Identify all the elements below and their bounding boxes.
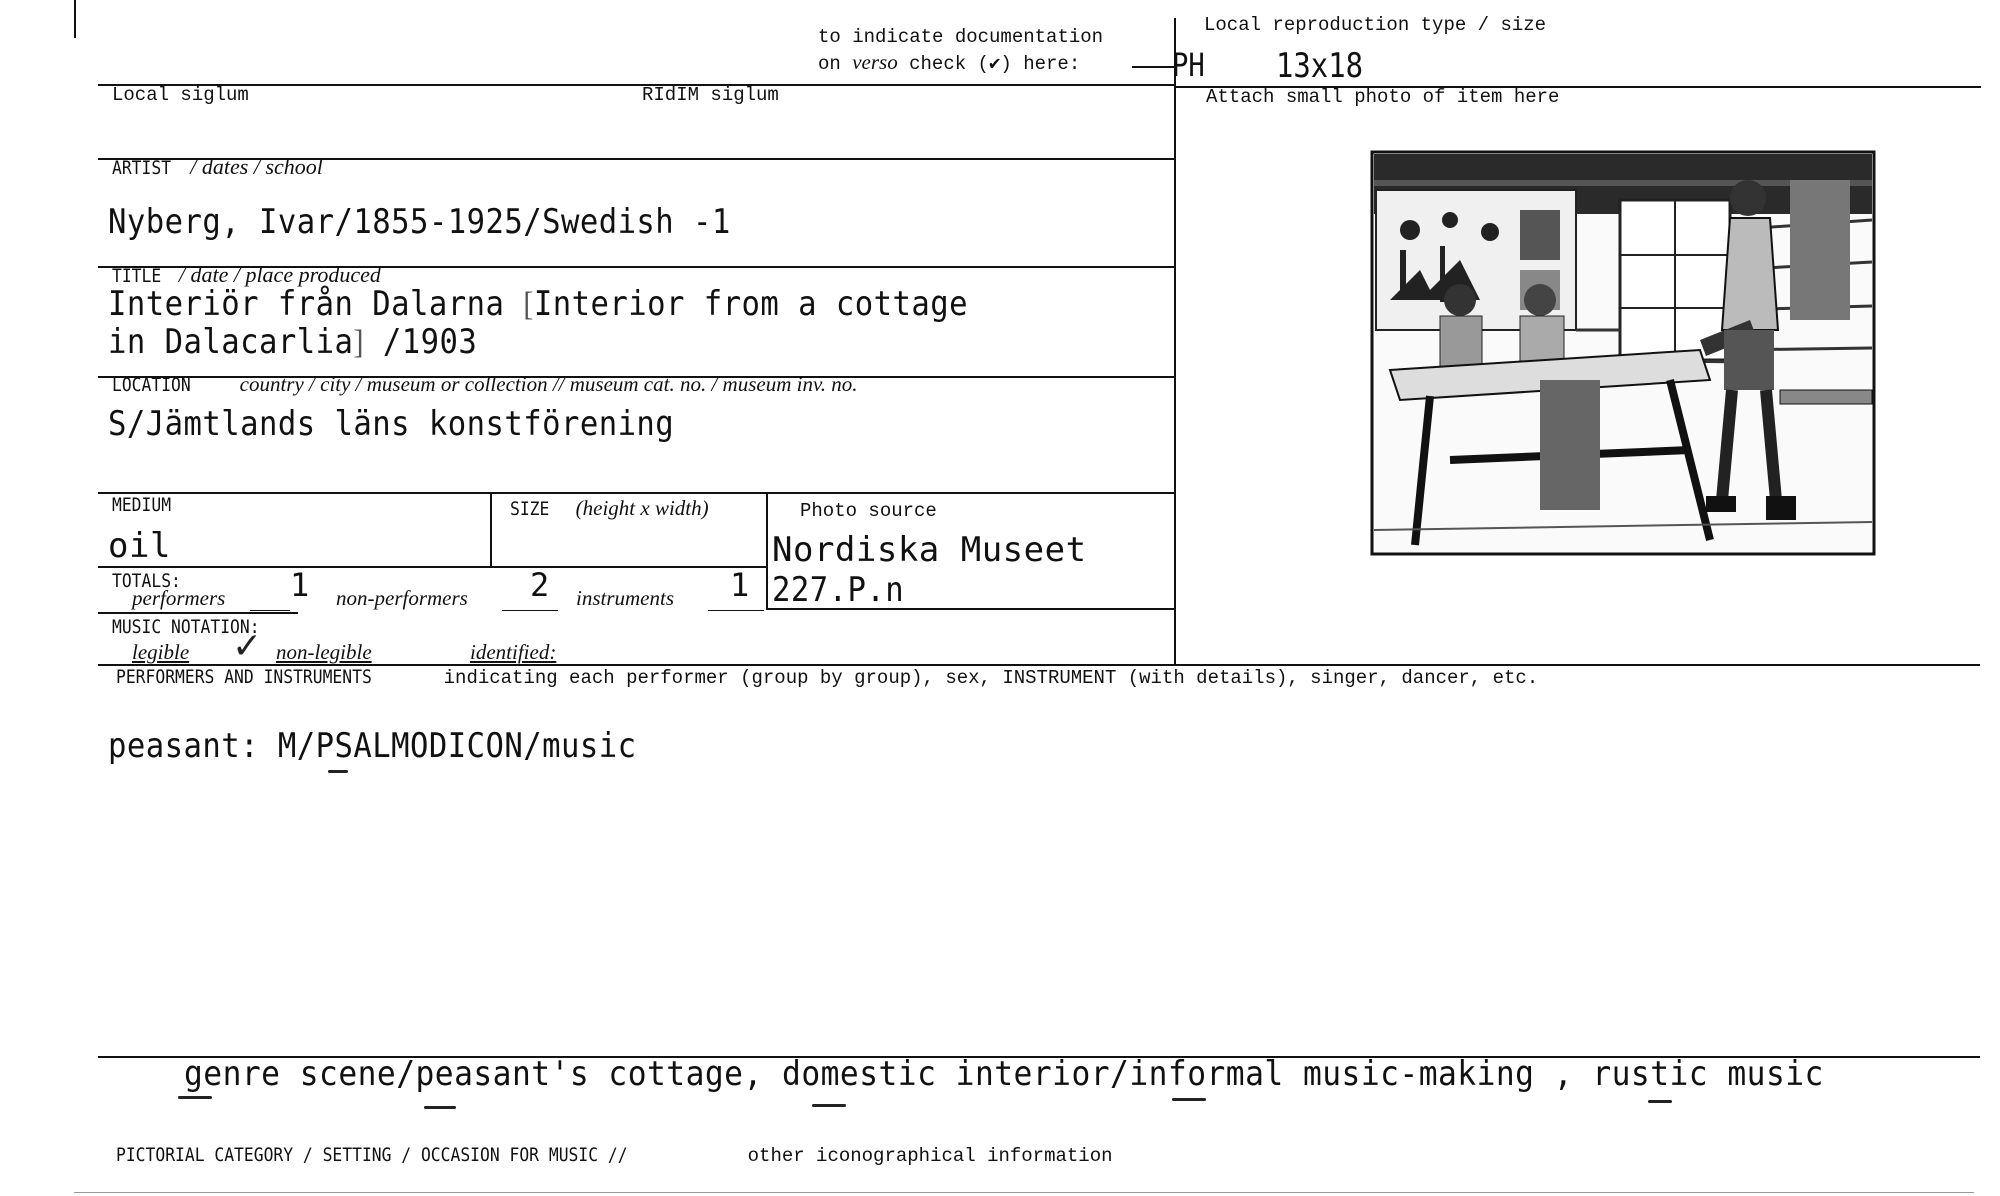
artist-label	[112, 154, 323, 180]
location-label-main: LOCATION	[112, 374, 191, 396]
repro-size: 13x18	[1276, 46, 1364, 86]
attached-photo	[1370, 150, 1878, 558]
repro-type: PH	[1172, 46, 1205, 84]
size-label-main: SIZE	[510, 498, 550, 520]
artist-label-rest: / dates / school	[190, 154, 323, 179]
rule-under-header	[98, 84, 1174, 86]
photo-source-line1: Nordiska Museet	[772, 530, 1087, 570]
cottage-interior-image	[1370, 150, 1878, 558]
title-line2	[108, 322, 477, 362]
medium-label: MEDIUM	[112, 494, 172, 516]
non-performers-value: 2	[530, 566, 550, 604]
notation-identified: identified:	[470, 640, 557, 664]
category-underline-cottage	[424, 1106, 456, 1109]
rule-under-totals	[98, 612, 298, 614]
location-value: S/Jämtlands läns konstförening	[108, 404, 675, 444]
performers-instruments-value: peasant: M/PSALMODICON/music	[108, 726, 637, 766]
instruments-label: instruments	[576, 586, 675, 610]
verso-check-mark: ✔	[988, 53, 1001, 75]
title-line1	[108, 284, 968, 324]
local-siglum-label: Local siglum	[112, 84, 249, 106]
size-label-rest: (height x width)	[575, 496, 709, 520]
performers-label: performers	[132, 586, 226, 610]
title-date: /1903	[382, 322, 478, 362]
left-column-divider	[1174, 18, 1176, 666]
title-bracket-close: ]	[353, 324, 364, 361]
photo-source-label: Photo source	[800, 500, 937, 522]
psalmodicon-underline	[328, 770, 348, 773]
performers-blank	[250, 610, 290, 611]
title-label-main: TITLE	[112, 265, 162, 287]
ridim-siglum-label: RIdIM siglum	[642, 84, 779, 106]
title-label-rest: / date / place produced	[178, 262, 381, 287]
performers-instruments-label	[116, 666, 1538, 689]
performers-value: 1	[290, 566, 310, 604]
title-translation-cont: in Dalacarlia	[108, 322, 354, 362]
bottom-border	[74, 1192, 1974, 1193]
artist-label-main: ARTIST	[112, 157, 172, 179]
category-underline-rustic	[1648, 1100, 1672, 1103]
repro-label: Local reproduction type / size	[1204, 14, 1547, 36]
photo-attach-label: Attach small photo of item here	[1206, 86, 1560, 108]
size-label	[510, 496, 709, 521]
medium-value: oil	[108, 526, 171, 566]
title-bracket-open: [	[523, 286, 534, 323]
photo-source-line2: 227.P.n	[772, 570, 905, 610]
rule-under-medium	[98, 566, 766, 568]
verso-post: check (	[909, 53, 989, 75]
verso-word: verso	[852, 50, 898, 74]
category-label-main: PICTORIAL CATEGORY / SETTING / OCCASION FOR MUSIC //	[116, 1144, 628, 1166]
verso-pre: on	[818, 53, 841, 75]
non-performers-blank	[502, 610, 558, 611]
location-label-rest: country / city / museum or collection // museum cat. no. / museum inv. no.	[239, 372, 858, 396]
medium-size-divider	[490, 492, 492, 566]
location-label	[112, 372, 857, 397]
notation-legible: legible	[132, 640, 190, 664]
title-translation: Interior from a cottage	[533, 284, 968, 324]
notation-non-legible: non-legible	[276, 640, 372, 664]
size-photosource-divider	[766, 492, 768, 610]
verso-instruction-line2	[818, 50, 1080, 75]
non-performers-label: non-performers	[336, 586, 468, 610]
category-label-rest: other iconographical information	[747, 1145, 1113, 1167]
performers-instruments-label-rest: indicating each performer (group by group), sex, INSTRUMENT (with details), singer, dancer, etc.	[443, 667, 1539, 689]
category-value: genre scene/peasant's cottage, domestic interior/informal music-making , rustic music	[184, 1054, 1824, 1094]
verso-instruction-line1: to indicate documentation	[818, 26, 1104, 48]
totals-label: TOTALS:	[112, 570, 181, 592]
category-label	[116, 1144, 1113, 1167]
notation-check-mark: ✓	[232, 626, 263, 667]
category-underline-informal	[1172, 1098, 1206, 1101]
notation-label: MUSIC NOTATION:	[112, 616, 260, 638]
performers-instruments-label-main: PERFORMERS AND INSTRUMENTS	[116, 666, 372, 688]
title-original: Interiör från Dalarna	[108, 284, 505, 324]
instruments-blank	[708, 610, 764, 611]
instruments-value: 1	[730, 566, 750, 604]
top-left-border	[74, 0, 76, 38]
artist-value: Nyberg, Ivar/1855-1925/Swedish -1	[108, 202, 731, 242]
verso-check-blank	[1132, 66, 1174, 68]
category-underline-domestic	[812, 1104, 846, 1107]
rule-under-location	[98, 492, 1174, 494]
category-underline-genre	[178, 1096, 212, 1099]
verso-end: ) here:	[1000, 53, 1081, 75]
